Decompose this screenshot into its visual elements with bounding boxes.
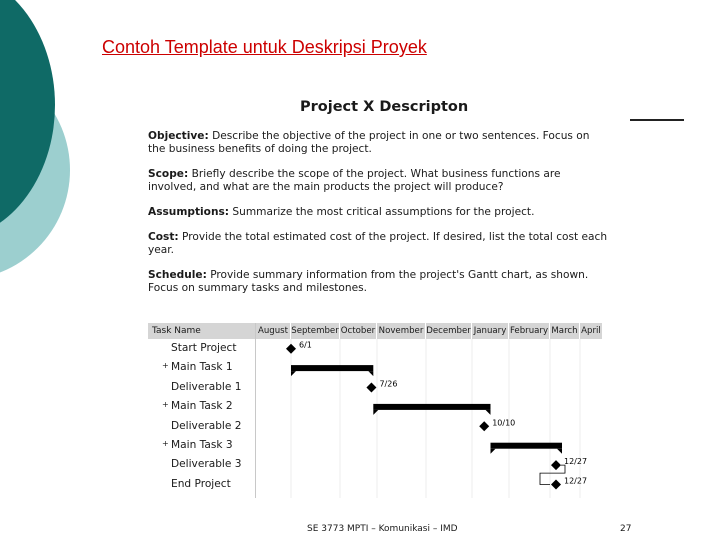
- gantt-chart: [148, 323, 603, 498]
- expand-icon[interactable]: +: [162, 439, 169, 448]
- objective-label: Objective:: [148, 130, 209, 142]
- milestone-diamond: [286, 344, 296, 354]
- summary-bar: [291, 365, 373, 371]
- month-label-october: October: [340, 323, 377, 339]
- task-name: Main Task 1: [171, 361, 233, 374]
- cost-label: Cost:: [148, 231, 179, 243]
- milestone-label: 6/1: [299, 340, 312, 350]
- task-row: [148, 475, 255, 494]
- schedule-section: [148, 269, 610, 294]
- task-name: Main Task 3: [171, 439, 233, 451]
- milestone-diamond: [551, 480, 561, 490]
- cost-text: Provide the total estimated cost of the project. If desired, list the total cost each year.: [148, 231, 608, 256]
- footer-center: SE 3773 MPTI – Komunikasi – IMD: [307, 524, 458, 534]
- objective-text: Describe the objective of the project in one or two sentences. Focus on the business benefits of doing the project.: [148, 130, 590, 155]
- month-label-september: September: [291, 323, 340, 339]
- milestone-diamond: [366, 383, 376, 393]
- task-name: Deliverable 3: [171, 458, 242, 471]
- milestone-label: 12/27: [564, 476, 588, 486]
- expand-icon[interactable]: +: [162, 361, 169, 371]
- assumptions-label: Assumptions:: [148, 206, 230, 218]
- milestone-label: 7/26: [379, 379, 398, 389]
- task-row: [148, 397, 255, 416]
- task-name-column: [148, 323, 255, 498]
- summary-bar-end-cap: [557, 449, 562, 454]
- summary-bar-end-cap: [368, 371, 373, 376]
- month-label-april: April: [580, 323, 603, 339]
- task-name: Deliverable 2: [171, 419, 242, 432]
- milestone-diamond: [479, 421, 489, 431]
- task-name-header: Task Name: [148, 323, 255, 339]
- expand-icon[interactable]: +: [162, 400, 169, 410]
- milestone-diamond: [551, 460, 561, 470]
- task-name: End Project: [171, 477, 231, 490]
- task-row: [148, 455, 255, 474]
- month-label-march: March: [550, 323, 580, 339]
- task-name: Main Task 2: [171, 400, 233, 413]
- task-row: [148, 358, 255, 377]
- task-name: Start Project: [171, 342, 237, 354]
- gantt-timeline-graphics: [256, 339, 603, 498]
- summary-bar: [491, 443, 563, 449]
- scope-label: Scope:: [148, 168, 189, 180]
- summary-bar-start-cap: [491, 449, 496, 454]
- assumptions-text: Summarize the most critical assumptions for the project.: [229, 206, 535, 218]
- page-number: 27: [620, 524, 632, 534]
- task-name: Deliverable 1: [171, 380, 242, 393]
- milestone-label: 10/10: [492, 418, 516, 428]
- summary-bar: [373, 404, 490, 410]
- schedule-text: Provide summary information from the project's Gantt chart, as shown. Focus on summary tasks and milestones.: [148, 269, 589, 294]
- milestone-label: 12/27: [564, 457, 588, 467]
- month-label-february: February: [509, 323, 550, 339]
- month-label-december: December: [426, 323, 472, 339]
- task-row: [148, 436, 255, 455]
- summary-bar-start-cap: [373, 410, 378, 415]
- cost-section: [148, 231, 610, 256]
- scope-section: [148, 168, 610, 193]
- scope-text: Briefly describe the scope of the project. What business functions are involved, and what are the main products the project will produce?: [148, 168, 561, 193]
- month-label-november: November: [377, 323, 426, 339]
- divider-line: [630, 119, 684, 121]
- summary-bar-start-cap: [291, 371, 296, 376]
- objective-section: [148, 130, 610, 155]
- month-header: [256, 323, 603, 339]
- document-title: Project X Descripton: [300, 99, 469, 115]
- summary-bar-end-cap: [486, 410, 491, 415]
- month-label-january: January: [472, 323, 509, 339]
- dependency-line: [540, 465, 565, 484]
- schedule-label: Schedule:: [148, 269, 207, 281]
- slide-title: Contoh Template untuk Deskripsi Proyek: [102, 37, 427, 57]
- month-label-august: August: [256, 323, 291, 339]
- assumptions-section: [148, 206, 610, 219]
